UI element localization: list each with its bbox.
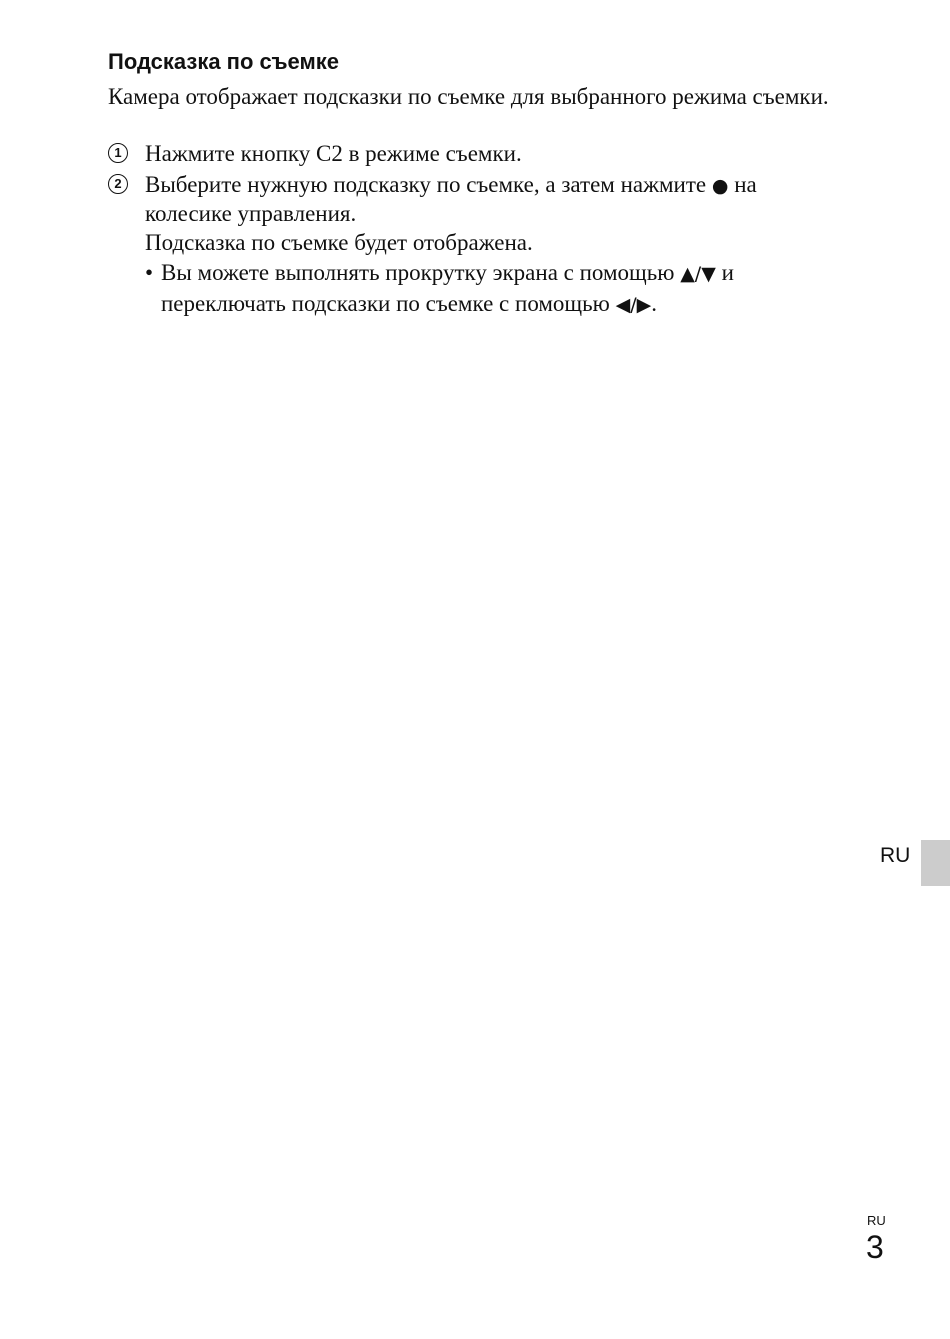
step-2 [108, 171, 848, 228]
note-bullet [145, 258, 845, 320]
step-1-text: Нажмите кнопку C2 в режиме съемки. [145, 141, 522, 166]
step-number-2-icon: 2 [108, 174, 128, 194]
language-tab-label: RU [880, 844, 911, 867]
bullet-dot-icon: • [145, 260, 154, 285]
bullet-text-c: . [651, 291, 657, 316]
step-2-text-before: Выберите нужную подсказку по съемке, а затем нажмите [145, 172, 707, 197]
step-2-text-after: на колесике управления. [145, 172, 757, 226]
bullet-text [161, 258, 845, 320]
section-title: Подсказка по съемке [108, 49, 339, 74]
footer-language: RU [867, 1213, 886, 1228]
language-tab-marker [921, 840, 950, 886]
up-down-arrows-icon: ▲/▼ [680, 263, 716, 285]
center-button-icon: ● [711, 175, 729, 197]
page-number: 3 [866, 1229, 884, 1265]
left-right-arrows-icon: ◀/▶ [615, 294, 652, 316]
bullet-text-b: и переключать подсказки по съемке с помощью [161, 260, 734, 316]
step-number-1-icon: 1 [108, 143, 128, 163]
intro-paragraph: Камера отображает подсказки по съемке для выбранного режима съемки. [108, 84, 829, 109]
step-2-result: Подсказка по съемке будет отображена. [145, 230, 533, 255]
step-2-text [145, 171, 848, 228]
bullet-text-a: Вы можете выполнять прокрутку экрана с помощью [161, 260, 675, 285]
step-1 [108, 140, 848, 168]
